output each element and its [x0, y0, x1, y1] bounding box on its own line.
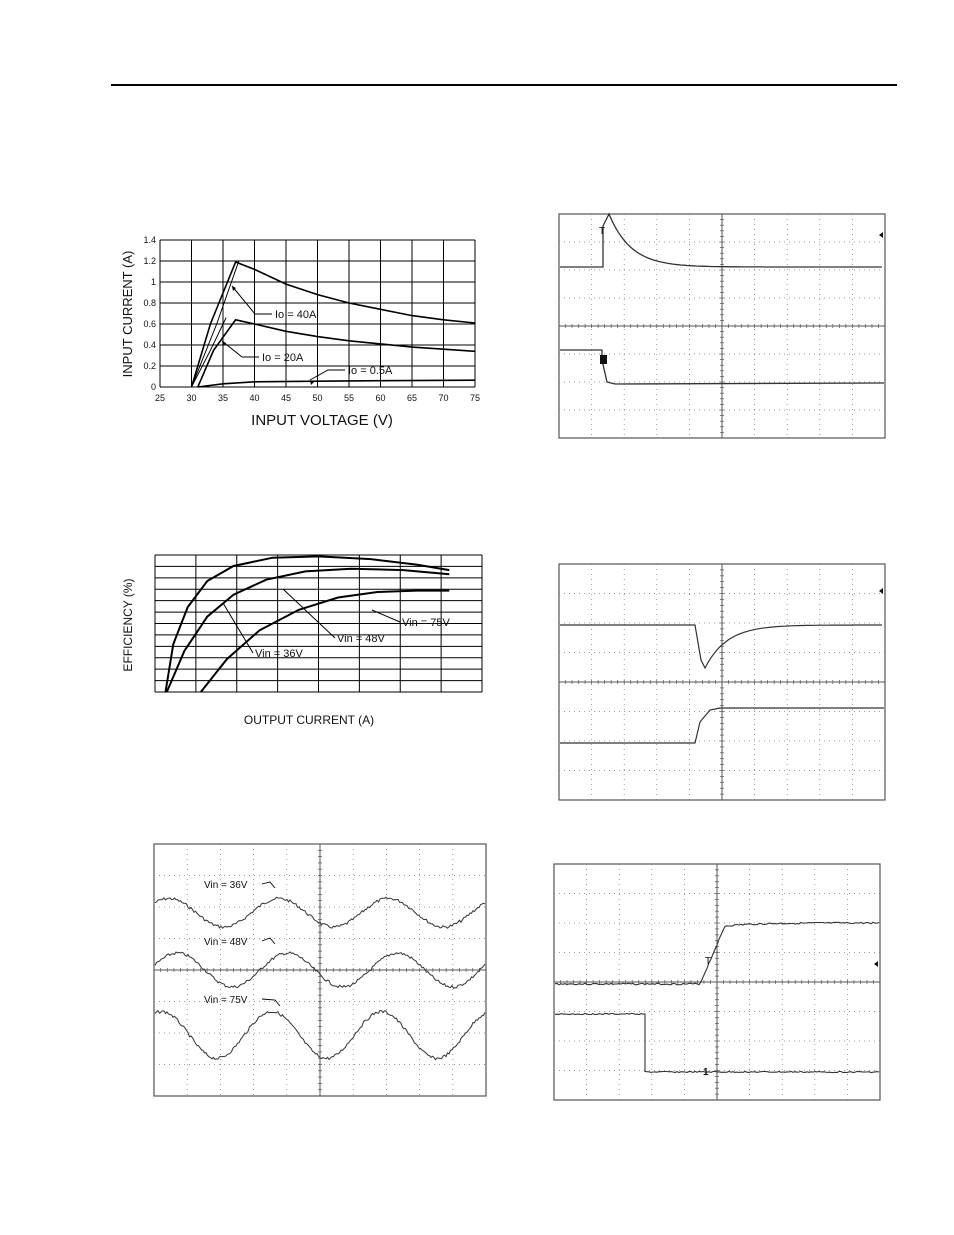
annotation-label: Vin = 48V: [337, 633, 385, 645]
y-axis-label: INPUT CURRENT (A): [120, 250, 135, 378]
level-arrow-icon: [874, 961, 878, 967]
x-tick-label: 70: [438, 393, 449, 403]
scope-panel-3: [550, 860, 890, 1110]
header-rule: [111, 84, 897, 86]
annotation-leader: [262, 999, 280, 1006]
scope-panel-2: [555, 560, 895, 810]
level-arrow-icon: [879, 232, 883, 238]
channel-marker: 1: [703, 1067, 709, 1078]
ripple-scope-panel: [150, 840, 495, 1105]
x-tick-label: 75: [469, 393, 481, 403]
x-tick-label: 25: [154, 393, 166, 403]
series-line: [198, 380, 475, 387]
efficiency-chart: [110, 545, 490, 735]
x-tick-label: 30: [186, 393, 197, 403]
x-tick-label: 65: [406, 393, 418, 403]
annotation-leader: [223, 603, 253, 653]
level-arrow-icon: [879, 588, 883, 594]
y-tick-label: 0.8: [143, 298, 156, 308]
y-tick-label: 1: [150, 277, 156, 287]
annotation-leader: [222, 341, 259, 357]
annotation-label: Io = 40A: [275, 309, 317, 321]
x-tick-label: 40: [249, 393, 260, 403]
annotation-label: Vin = 75V: [402, 617, 450, 629]
annotation-label: Vin = 36V: [255, 648, 303, 660]
annotation-leader: [310, 370, 345, 380]
x-tick-label: 35: [217, 393, 229, 403]
annotation-label: Io = 20A: [262, 352, 304, 364]
trigger-marker: T: [599, 226, 606, 237]
annotation-leader: [262, 882, 275, 888]
x-tick-label: 45: [280, 393, 292, 403]
channel-marker-icon: [600, 355, 607, 364]
y-tick-label: 1.2: [143, 256, 156, 266]
series-line: [201, 591, 449, 692]
ripple-series-label: Vin = 36V: [204, 880, 248, 891]
x-axis-label: INPUT VOLTAGE (V): [251, 412, 393, 429]
y-tick-label: 0.6: [143, 319, 156, 329]
annotation-leader: [262, 938, 275, 944]
trigger-marker: T: [705, 956, 712, 967]
y-tick-label: 1.4: [143, 235, 156, 245]
y-tick-label: 0.4: [143, 340, 156, 350]
series-line: [198, 320, 475, 387]
annotation-leader: [232, 286, 272, 314]
y-axis-label: EFFICIENCY (%): [121, 578, 135, 672]
ripple-series-label: Vin = 48V: [204, 937, 248, 948]
x-axis-label: OUTPUT CURRENT (A): [243, 713, 375, 727]
scope-trace: [560, 625, 882, 668]
x-tick-label: 60: [375, 393, 386, 403]
y-tick-label: 0: [150, 382, 156, 392]
x-tick-label: 55: [343, 393, 355, 403]
input-current-chart: [110, 228, 490, 433]
annotation-label: Io = 0.5A: [348, 365, 393, 377]
ripple-series-label: Vin = 75V: [204, 995, 248, 1006]
y-tick-label: 0.2: [143, 361, 156, 371]
x-tick-label: 50: [312, 393, 323, 403]
series-line: [167, 569, 450, 692]
scope-panel-1: [555, 210, 895, 450]
